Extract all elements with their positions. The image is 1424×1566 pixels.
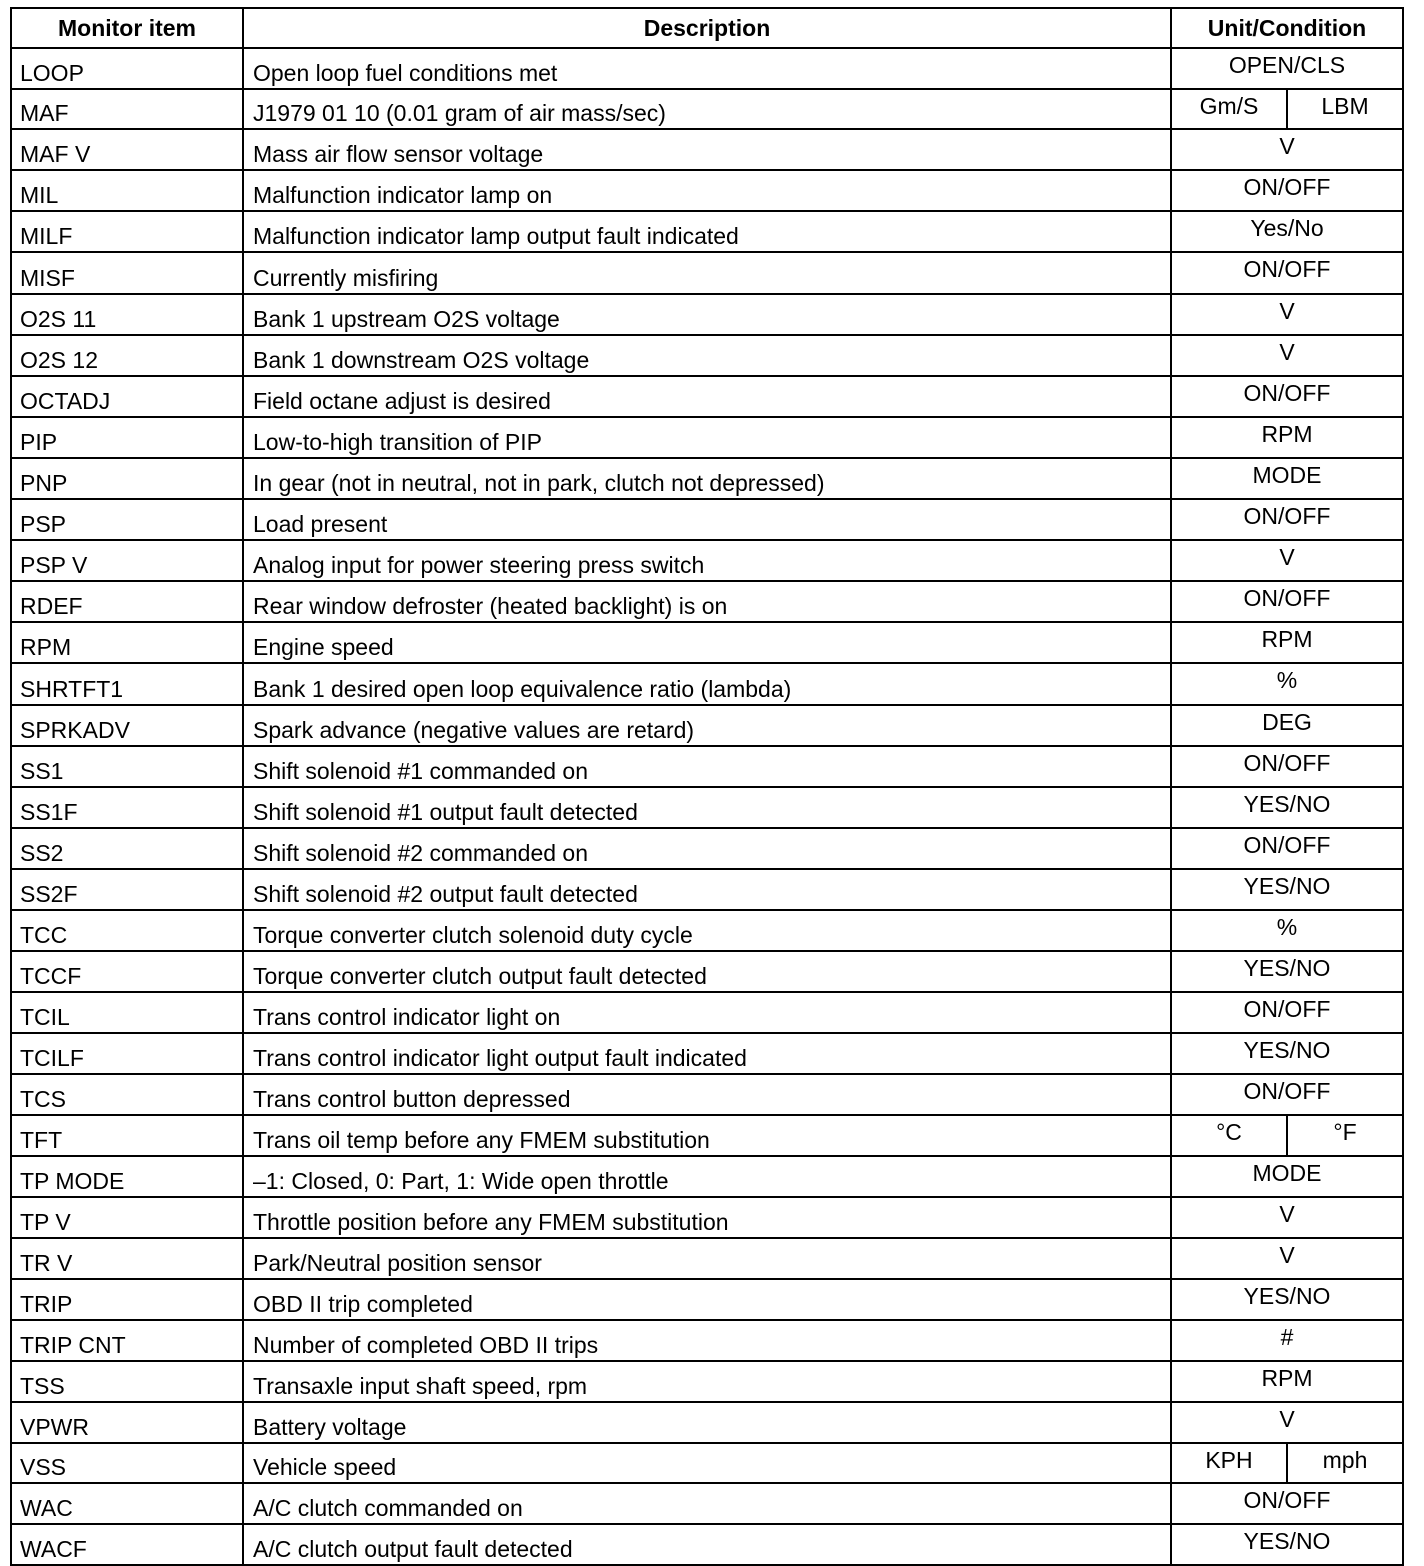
table-row bbox=[11, 828, 1403, 869]
description-cell: –1: Closed, 0: Part, 1: Wide open throttle bbox=[243, 1156, 1171, 1197]
description-cell: Vehicle speed bbox=[243, 1443, 1171, 1483]
table-row bbox=[11, 1115, 1403, 1155]
description-cell: A/C clutch output fault detected bbox=[243, 1524, 1171, 1565]
unit-condition-cell: YES/NO bbox=[1171, 787, 1403, 828]
unit-condition-cell: ON/OFF bbox=[1171, 252, 1403, 293]
unit-condition-cell: DEG bbox=[1171, 705, 1403, 746]
description-cell: Mass air flow sensor voltage bbox=[243, 129, 1171, 170]
monitor-item-cell: TCIL bbox=[11, 992, 243, 1033]
unit-condition-cell: % bbox=[1171, 663, 1403, 704]
monitor-item-cell: MAF bbox=[11, 89, 243, 129]
unit-condition-cell: # bbox=[1171, 1320, 1403, 1361]
description-cell: Number of completed OBD II trips bbox=[243, 1320, 1171, 1361]
table-row bbox=[11, 499, 1403, 540]
monitor-item-cell: TR V bbox=[11, 1238, 243, 1279]
table-row bbox=[11, 992, 1403, 1033]
description-cell: Malfunction indicator lamp output fault indicated bbox=[243, 211, 1171, 252]
header-monitor-item: Monitor item bbox=[11, 8, 243, 48]
table-row bbox=[11, 1524, 1403, 1565]
monitor-item-cell: SPRKADV bbox=[11, 705, 243, 746]
table-row bbox=[11, 1033, 1403, 1074]
unit-condition-cell: V bbox=[1171, 129, 1403, 170]
monitor-item-cell: LOOP bbox=[11, 48, 243, 89]
monitor-item-cell: VPWR bbox=[11, 1402, 243, 1443]
description-cell: Trans control button depressed bbox=[243, 1074, 1171, 1115]
table-row bbox=[11, 1483, 1403, 1524]
monitor-item-cell: SS2F bbox=[11, 869, 243, 910]
monitor-item-cell: MAF V bbox=[11, 129, 243, 170]
monitor-item-cell: MISF bbox=[11, 252, 243, 293]
unit-condition-cell: ON/OFF bbox=[1171, 746, 1403, 787]
monitor-item-cell: O2S 11 bbox=[11, 294, 243, 335]
table-row bbox=[11, 910, 1403, 951]
table-row bbox=[11, 335, 1403, 376]
description-cell: A/C clutch commanded on bbox=[243, 1483, 1171, 1524]
description-cell: Bank 1 downstream O2S voltage bbox=[243, 335, 1171, 376]
unit-condition-cell: YES/NO bbox=[1171, 1524, 1403, 1565]
unit-condition-cell: ON/OFF bbox=[1171, 581, 1403, 622]
monitor-item-cell: RPM bbox=[11, 622, 243, 663]
monitor-item-cell: TCC bbox=[11, 910, 243, 951]
description-cell: Park/Neutral position sensor bbox=[243, 1238, 1171, 1279]
description-cell: Currently misfiring bbox=[243, 252, 1171, 293]
unit-condition-cell: V bbox=[1171, 335, 1403, 376]
table-row bbox=[11, 417, 1403, 458]
monitor-item-cell: PSP V bbox=[11, 540, 243, 581]
unit-condition-cell: V bbox=[1171, 1238, 1403, 1279]
table-row bbox=[11, 951, 1403, 992]
table-row bbox=[11, 1197, 1403, 1238]
monitor-item-cell: PIP bbox=[11, 417, 243, 458]
description-cell: Torque converter clutch output fault detected bbox=[243, 951, 1171, 992]
description-cell: J1979 01 10 (0.01 gram of air mass/sec) bbox=[243, 89, 1171, 129]
description-cell: Torque converter clutch solenoid duty cycle bbox=[243, 910, 1171, 951]
monitor-item-cell: TSS bbox=[11, 1361, 243, 1402]
table-row bbox=[11, 1443, 1403, 1483]
unit-condition-cell-split bbox=[1171, 1443, 1403, 1483]
monitor-item-cell: MIL bbox=[11, 170, 243, 211]
description-cell: Rear window defroster (heated backlight) is on bbox=[243, 581, 1171, 622]
description-cell: Field octane adjust is desired bbox=[243, 376, 1171, 417]
description-cell: In gear (not in neutral, not in park, clutch not depressed) bbox=[243, 458, 1171, 499]
table-row bbox=[11, 746, 1403, 787]
description-cell: OBD II trip completed bbox=[243, 1279, 1171, 1320]
unit-condition-cell: Yes/No bbox=[1171, 211, 1403, 252]
monitor-item-cell: RDEF bbox=[11, 581, 243, 622]
unit-condition-cell: YES/NO bbox=[1171, 1033, 1403, 1074]
unit-condition-cell: ON/OFF bbox=[1171, 1483, 1403, 1524]
unit-condition-cell: MODE bbox=[1171, 458, 1403, 499]
table-header-row bbox=[11, 8, 1403, 48]
description-cell: Bank 1 upstream O2S voltage bbox=[243, 294, 1171, 335]
table-row bbox=[11, 622, 1403, 663]
monitor-item-cell: MILF bbox=[11, 211, 243, 252]
table-row bbox=[11, 663, 1403, 704]
description-cell: Open loop fuel conditions met bbox=[243, 48, 1171, 89]
unit-condition-cell: ON/OFF bbox=[1171, 376, 1403, 417]
monitor-item-cell: OCTADJ bbox=[11, 376, 243, 417]
monitor-table-document bbox=[10, 7, 1402, 1566]
table-row bbox=[11, 1361, 1403, 1402]
unit-secondary: °F bbox=[1333, 1119, 1357, 1146]
description-cell: Spark advance (negative values are retard) bbox=[243, 705, 1171, 746]
unit-condition-cell: OPEN/CLS bbox=[1171, 48, 1403, 89]
unit-condition-cell-split bbox=[1171, 89, 1403, 129]
description-cell: Shift solenoid #2 output fault detected bbox=[243, 869, 1171, 910]
table-row bbox=[11, 869, 1403, 910]
table-row bbox=[11, 458, 1403, 499]
monitor-items-table bbox=[10, 7, 1404, 1566]
monitor-item-cell: SS2 bbox=[11, 828, 243, 869]
monitor-item-cell: O2S 12 bbox=[11, 335, 243, 376]
monitor-item-cell: TFT bbox=[11, 1115, 243, 1155]
table-row bbox=[11, 705, 1403, 746]
monitor-item-cell: PSP bbox=[11, 499, 243, 540]
monitor-item-cell: SHRTFT1 bbox=[11, 663, 243, 704]
table-row bbox=[11, 1074, 1403, 1115]
table-row bbox=[11, 581, 1403, 622]
monitor-item-cell: TRIP bbox=[11, 1279, 243, 1320]
description-cell: Transaxle input shaft speed, rpm bbox=[243, 1361, 1171, 1402]
description-cell: Battery voltage bbox=[243, 1402, 1171, 1443]
unit-condition-cell: YES/NO bbox=[1171, 1279, 1403, 1320]
monitor-item-cell: WAC bbox=[11, 1483, 243, 1524]
header-description: Description bbox=[243, 8, 1171, 48]
unit-secondary: mph bbox=[1322, 1447, 1368, 1474]
unit-condition-cell: ON/OFF bbox=[1171, 992, 1403, 1033]
description-cell: Engine speed bbox=[243, 622, 1171, 663]
monitor-item-cell: TCILF bbox=[11, 1033, 243, 1074]
monitor-item-cell: TCS bbox=[11, 1074, 243, 1115]
unit-condition-cell: % bbox=[1171, 910, 1403, 951]
table-row bbox=[11, 1238, 1403, 1279]
unit-condition-cell: V bbox=[1171, 1402, 1403, 1443]
table-row bbox=[11, 48, 1403, 89]
unit-condition-cell: V bbox=[1171, 294, 1403, 335]
description-cell: Low-to-high transition of PIP bbox=[243, 417, 1171, 458]
description-cell: Load present bbox=[243, 499, 1171, 540]
unit-primary: KPH bbox=[1172, 1444, 1288, 1482]
table-row bbox=[11, 540, 1403, 581]
monitor-item-cell: WACF bbox=[11, 1524, 243, 1565]
unit-primary: °C bbox=[1172, 1116, 1288, 1154]
unit-secondary: LBM bbox=[1321, 93, 1369, 120]
monitor-item-cell: SS1 bbox=[11, 746, 243, 787]
unit-condition-cell: YES/NO bbox=[1171, 869, 1403, 910]
table-row bbox=[11, 89, 1403, 129]
description-cell: Trans control indicator light on bbox=[243, 992, 1171, 1033]
monitor-item-cell: PNP bbox=[11, 458, 243, 499]
description-cell: Bank 1 desired open loop equivalence ratio (lambda) bbox=[243, 663, 1171, 704]
table-row bbox=[11, 170, 1403, 211]
table-row bbox=[11, 252, 1403, 293]
unit-condition-cell: V bbox=[1171, 540, 1403, 581]
table-body bbox=[11, 48, 1403, 1565]
unit-condition-cell: RPM bbox=[1171, 1361, 1403, 1402]
unit-condition-cell: ON/OFF bbox=[1171, 170, 1403, 211]
unit-condition-cell: RPM bbox=[1171, 622, 1403, 663]
description-cell: Malfunction indicator lamp on bbox=[243, 170, 1171, 211]
unit-condition-cell-split bbox=[1171, 1115, 1403, 1155]
table-row bbox=[11, 1156, 1403, 1197]
description-cell: Shift solenoid #2 commanded on bbox=[243, 828, 1171, 869]
unit-condition-cell: ON/OFF bbox=[1171, 499, 1403, 540]
unit-condition-cell: RPM bbox=[1171, 417, 1403, 458]
table-row bbox=[11, 1320, 1403, 1361]
unit-condition-cell: YES/NO bbox=[1171, 951, 1403, 992]
table-row bbox=[11, 294, 1403, 335]
description-cell: Trans oil temp before any FMEM substitution bbox=[243, 1115, 1171, 1155]
description-cell: Shift solenoid #1 output fault detected bbox=[243, 787, 1171, 828]
description-cell: Trans control indicator light output fault indicated bbox=[243, 1033, 1171, 1074]
table-row bbox=[11, 376, 1403, 417]
table-row bbox=[11, 787, 1403, 828]
description-cell: Shift solenoid #1 commanded on bbox=[243, 746, 1171, 787]
monitor-item-cell: TP V bbox=[11, 1197, 243, 1238]
monitor-item-cell: TRIP CNT bbox=[11, 1320, 243, 1361]
description-cell: Analog input for power steering press switch bbox=[243, 540, 1171, 581]
header-unit-condition: Unit/Condition bbox=[1171, 8, 1403, 48]
monitor-item-cell: TCCF bbox=[11, 951, 243, 992]
monitor-item-cell: TP MODE bbox=[11, 1156, 243, 1197]
table-row bbox=[11, 129, 1403, 170]
unit-condition-cell: ON/OFF bbox=[1171, 828, 1403, 869]
monitor-item-cell: VSS bbox=[11, 1443, 243, 1483]
unit-primary: Gm/S bbox=[1172, 90, 1288, 128]
table-row bbox=[11, 1402, 1403, 1443]
monitor-item-cell: SS1F bbox=[11, 787, 243, 828]
unit-condition-cell: ON/OFF bbox=[1171, 1074, 1403, 1115]
table-row bbox=[11, 211, 1403, 252]
description-cell: Throttle position before any FMEM substitution bbox=[243, 1197, 1171, 1238]
unit-condition-cell: MODE bbox=[1171, 1156, 1403, 1197]
unit-condition-cell: V bbox=[1171, 1197, 1403, 1238]
table-row bbox=[11, 1279, 1403, 1320]
